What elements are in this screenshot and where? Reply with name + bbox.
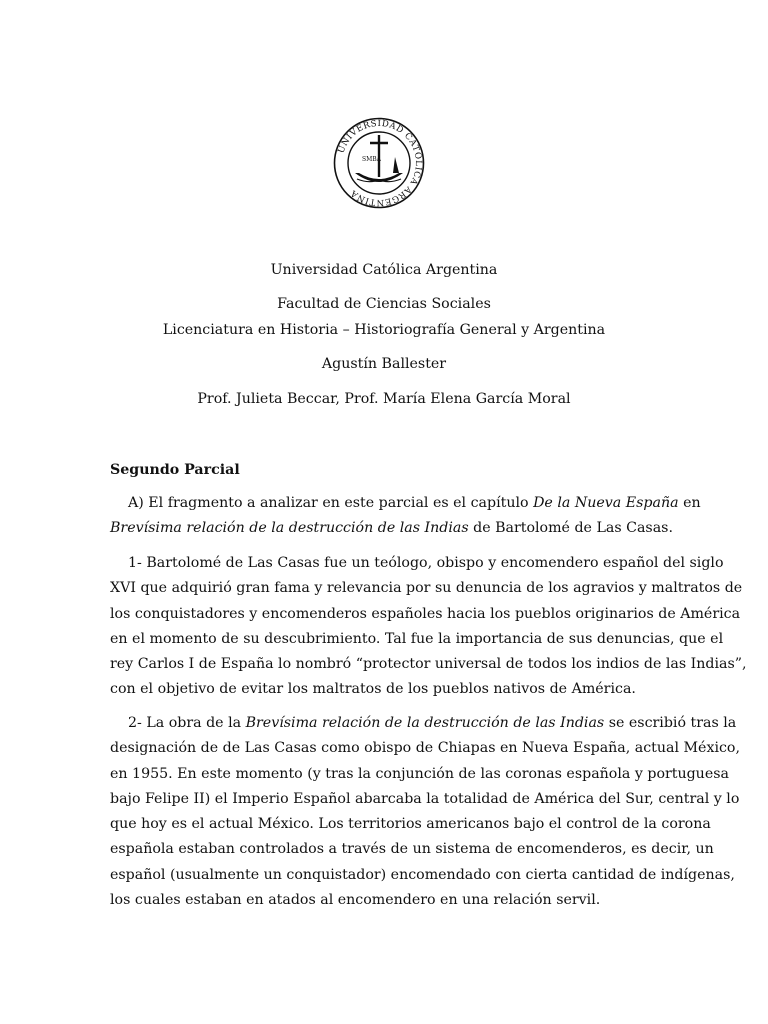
paragraph-1-line: 1- Bartolomé de Las Casas fue un teólogo, obispo y encomendero español del siglo <box>128 555 724 571</box>
degree-name: Licenciatura en Historia – Historiografía General y Argentina <box>162 322 606 338</box>
paragraph-a <box>110 491 701 542</box>
paragraph-2-line: designación de de Las Casas como obispo de Chiapas en Nueva España, actual México, <box>110 740 740 757</box>
paragraph-2-line: bajo Felipe II) el Imperio Español abarcaba la totalidad de América del Sur, central y lo <box>110 790 740 807</box>
seal-monogram: SMBA <box>362 156 381 163</box>
paragraph-2-line: los cuales estaban en atados al encomendero en una relación servil. <box>110 892 601 909</box>
paragraph-1-line: con el objetivo de evitar los maltratos de los pueblos nativos de América. <box>110 681 636 698</box>
paragraph-1 <box>110 551 747 703</box>
university-name: Universidad Católica Argentina <box>270 262 498 278</box>
paragraph-a-line: A) El fragmento a analizar en este parcial es el capítulo De la Nueva España en <box>128 495 701 511</box>
faculty-name: Facultad de Ciencias Sociales <box>277 296 491 312</box>
paragraph-a-line: Brevísima relación de la destrucción de las Indias de Bartolomé de Las Casas. <box>110 520 673 537</box>
paragraph-2-line: que hoy es el actual México. Los territorios americanos bajo el control de la corona <box>110 816 711 833</box>
paragraph-1-line: los conquistadores y encomenderos españoles hacia los pueblos originarios de América <box>110 605 741 622</box>
paragraph-1-line: rey Carlos I de España lo nombró “protector universal de todos los indios de las Indias”, <box>110 656 747 673</box>
paragraph-1-line: XVI que adquirió gran fama y relevancia por su denuncia de los agravios y maltratos de <box>110 580 743 597</box>
paragraph-2-line: español (usualmente un conquistador) encomendado con cierta cantidad de indígenas, <box>110 866 735 883</box>
section-title: Segundo Parcial <box>110 462 240 478</box>
paragraph-2-line: española estaban controlados a través de un sistema de encomenderos, es decir, un <box>110 841 714 858</box>
paragraph-2-line: 2- La obra de la Brevísima relación de la destrucción de las Indias se escribió tras la <box>128 715 737 731</box>
seal-text: UNIVERSIDAD CATÓLICA ARGENTINA <box>336 118 424 208</box>
paragraph-2 <box>110 711 740 913</box>
paragraph-1-line: en el momento de su descubrimiento. Tal fue la importancia de sus denuncias, que el <box>110 630 724 647</box>
author-name: Agustín Ballester <box>321 356 447 372</box>
professors: Prof. Julieta Beccar, Prof. María Elena García Moral <box>197 391 571 407</box>
university-seal <box>333 117 425 209</box>
paragraph-2-line: en 1955. En este momento (y tras la conjunción de las coronas española y portuguesa <box>110 765 729 782</box>
